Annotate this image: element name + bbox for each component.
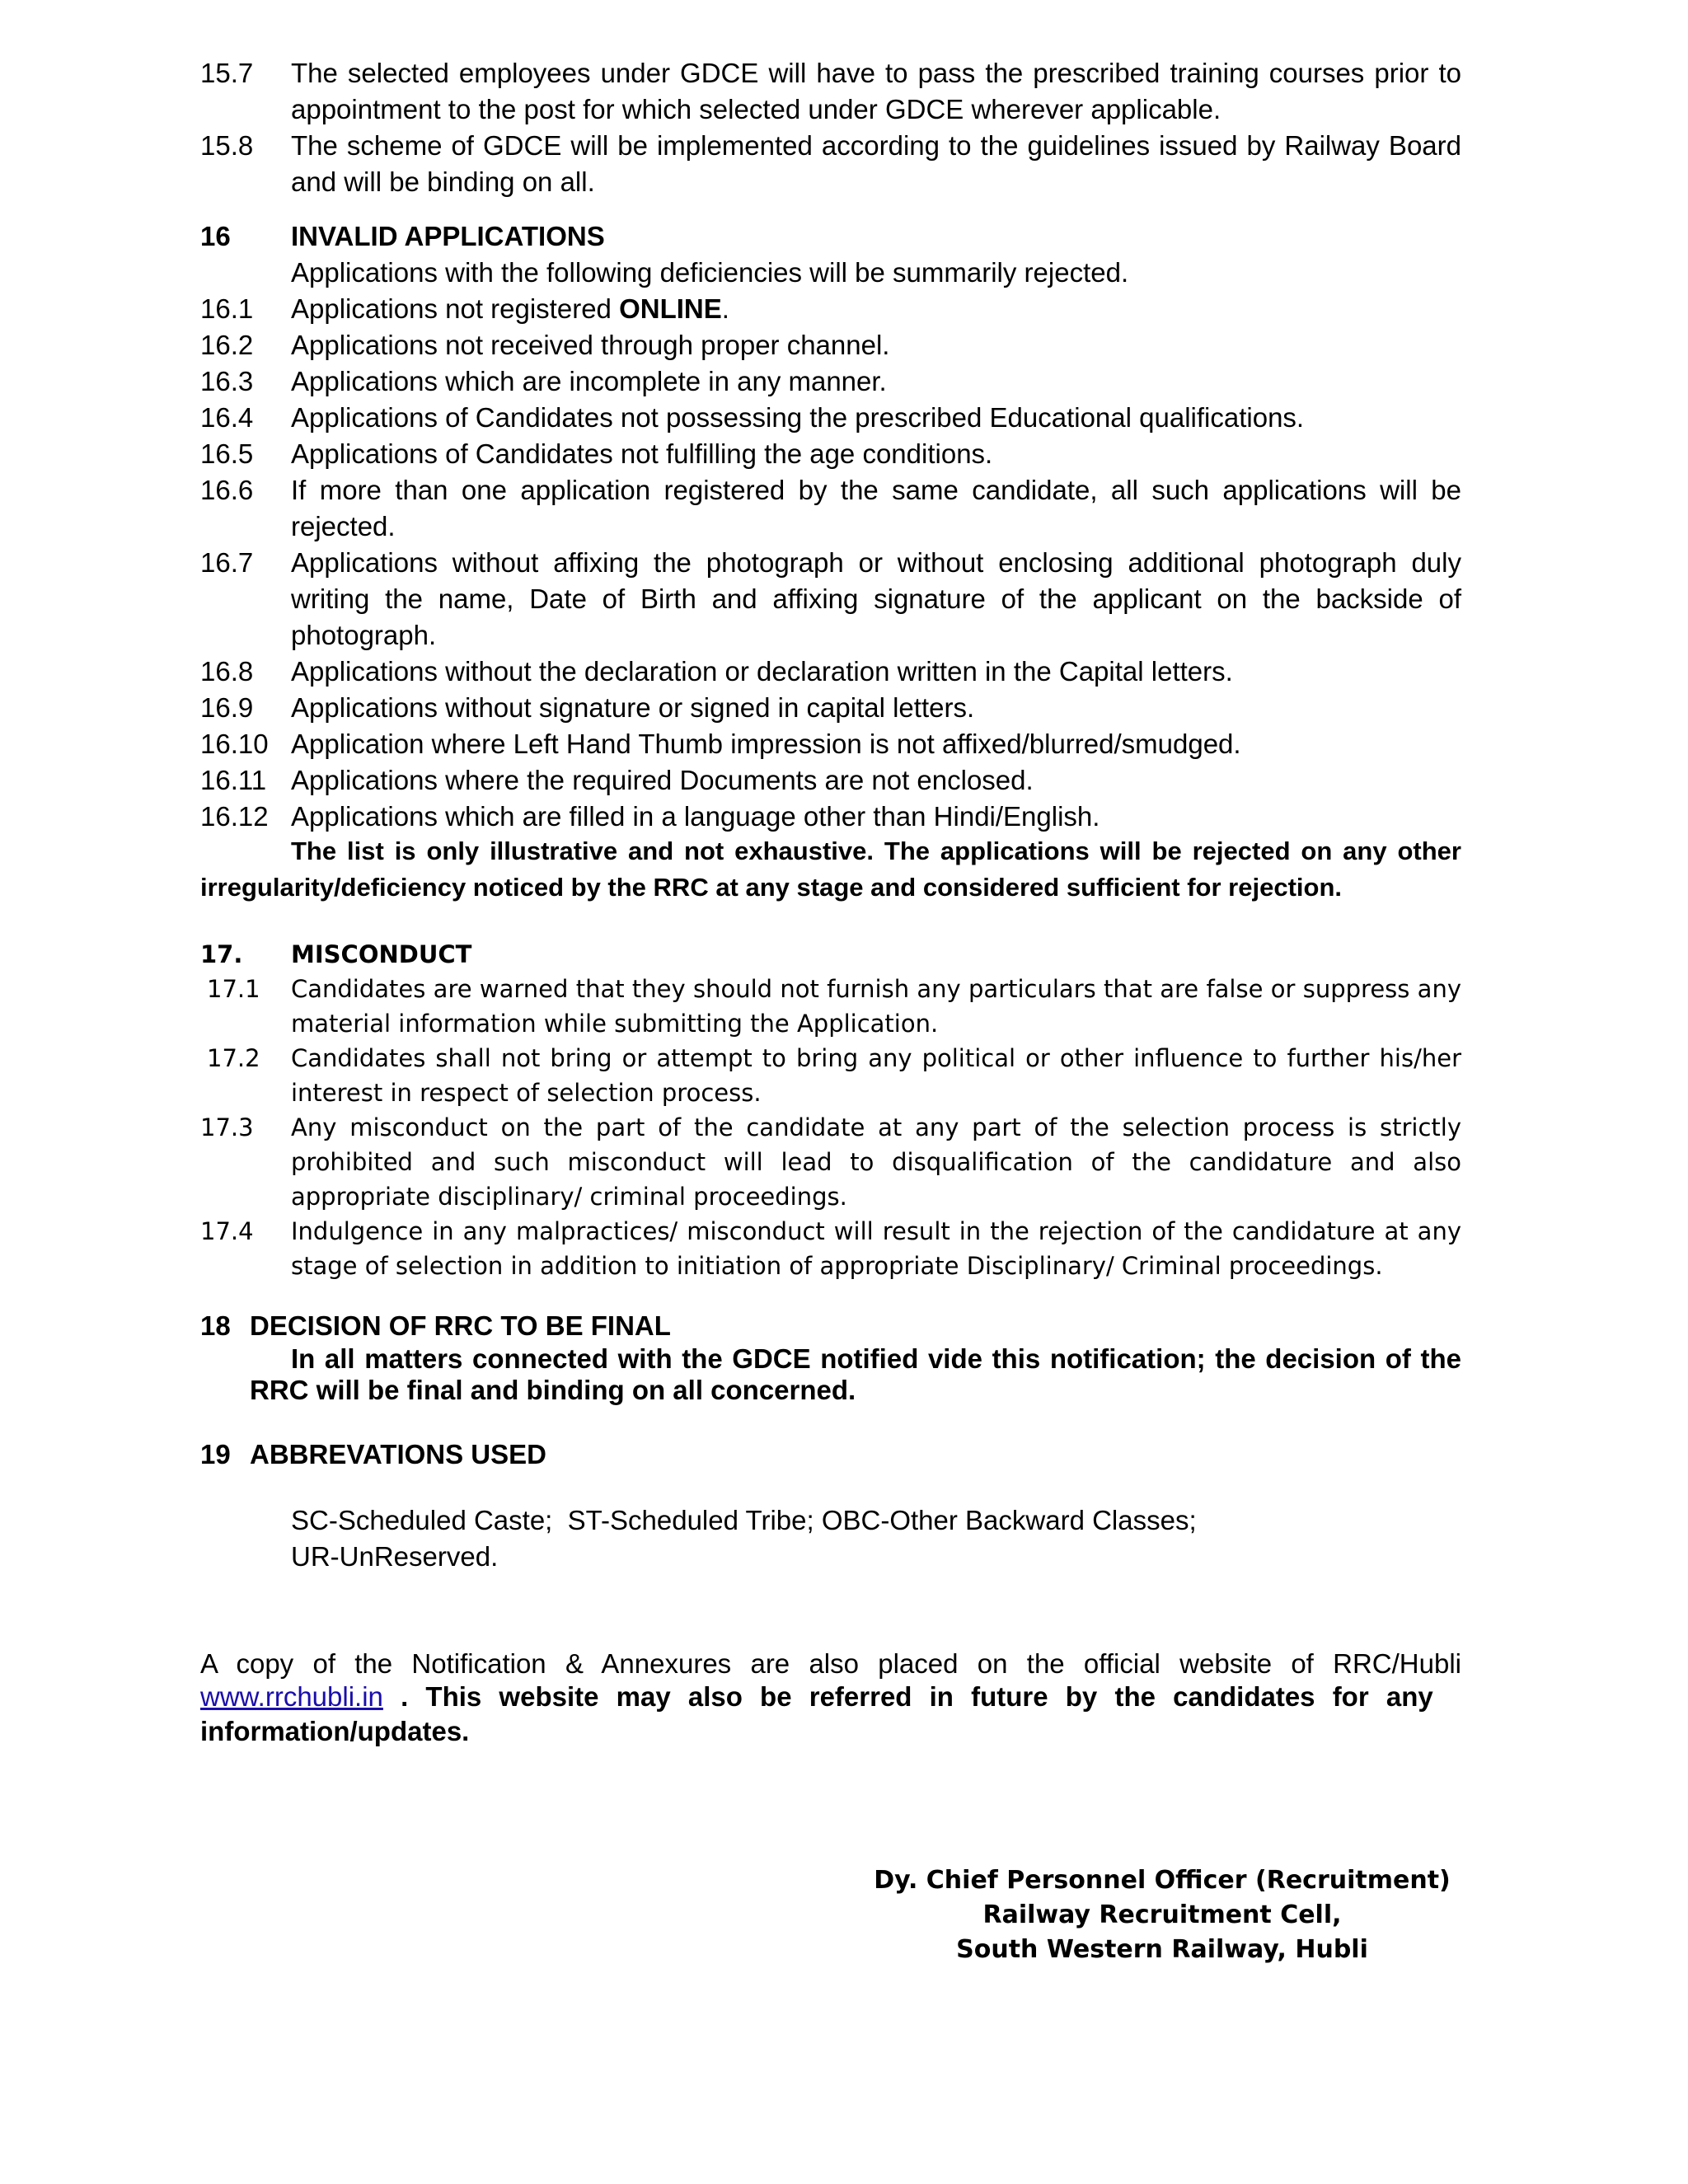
item-number: 16.6 xyxy=(200,475,254,505)
item-text-tail: . xyxy=(721,293,729,324)
section-16-number: 16 xyxy=(200,221,231,251)
item-text: Indulgence in any malpractices/ misconduct will result in the rejection of the candidature at any stage of selection in addition to initiation of appropriate Disciplinary/ Criminal proceedings. xyxy=(291,1217,1461,1280)
section-17-number: 17. xyxy=(200,940,243,968)
item-text: Applications which are filled in a language other than Hindi/English. xyxy=(291,801,1100,832)
section-16-intro: Applications with the following deficiencies will be summarily rejected. xyxy=(291,257,1129,288)
item-number: 17.3 xyxy=(200,1113,254,1141)
item-number: 16.12 xyxy=(200,801,269,832)
section-19-number: 19 xyxy=(200,1439,231,1469)
item-text-bold: ONLINE xyxy=(619,293,722,324)
item-text: Applications not received through proper channel. xyxy=(291,330,890,360)
signature-designation: Dy. Chief Personnel Officer (Recruitment) xyxy=(874,1866,1451,1895)
item-number: 16.3 xyxy=(200,366,254,396)
item-number: 16.4 xyxy=(200,402,254,433)
section-16-title: INVALID APPLICATIONS xyxy=(291,221,605,251)
section-18-number: 18 xyxy=(200,1310,231,1341)
item-text: Any misconduct on the part of the candidate at any part of the selection process is strictly prohibited and such misconduct will lead to disqualification of the candidature and also appropriate disciplinary/ criminal proceedings. xyxy=(291,1113,1461,1211)
item-text: If more than one application registered by the same candidate, all such applications will be rejected. xyxy=(291,475,1461,541)
item-text: The selected employees under GDCE will have to pass the prescribed training courses prior to appointment to the post for which selected under GDCE wherever applicable. xyxy=(291,58,1461,124)
item-text: Applications which are incomplete in any manner. xyxy=(291,366,887,396)
item-number: 16.1 xyxy=(200,293,254,324)
item-text-plain: Applications not registered xyxy=(291,293,620,324)
item-number: 16.5 xyxy=(200,438,254,469)
item-text: Applications of Candidates not fulfilling the age conditions. xyxy=(291,438,993,469)
section-19-title: ABBREVATIONS USED xyxy=(250,1439,546,1469)
item-number: 17.2 xyxy=(207,1044,260,1072)
item-number: 15.7 xyxy=(200,58,254,88)
item-text: Applications without signature or signed in capital letters. xyxy=(291,692,975,723)
section-18-line1: In all matters connected with the GDCE notified vide this notification; the decision of the xyxy=(291,1343,1461,1374)
item-number: 17.4 xyxy=(200,1217,254,1245)
item-number: 15.8 xyxy=(200,130,254,161)
footer-note-line1: A copy of the Notification & Annexures are also placed on the official website of RRC/Hubli xyxy=(200,1648,1461,1679)
item-text xyxy=(291,291,1461,327)
item-text: Candidates are warned that they should not furnish any particulars that are false or suppress any material information while submitting the Application. xyxy=(291,975,1461,1038)
item-number: 16.9 xyxy=(200,692,254,723)
item-number: 16.8 xyxy=(200,656,254,687)
section-18-line2: RRC will be final and binding on all concerned. xyxy=(250,1375,856,1405)
section-19-line1: SC-Scheduled Caste; ST-Scheduled Tribe; OBC-Other Backward Classes; xyxy=(291,1505,1197,1535)
section-16-note-line1: The list is only illustrative and not exhaustive. The applications will be rejected on any other xyxy=(291,837,1461,865)
footer-note-bold-text: . This website may also be referred in future by the candidates for any xyxy=(382,1681,1433,1712)
item-number: 16.11 xyxy=(200,765,267,795)
item-text: Applications without affixing the photograph or without enclosing additional photograph duly writing the name, Date of Birth and affixing signature of the applicant on the backside of photograph. xyxy=(291,547,1461,650)
website-link[interactable]: www.rrchubli.in xyxy=(200,1681,383,1712)
item-number: 16.10 xyxy=(200,729,269,759)
item-text: Candidates shall not bring or attempt to bring any political or other influence to further his/her interest in respect of selection process. xyxy=(291,1044,1461,1107)
item-text: Applications where the required Documents are not enclosed. xyxy=(291,765,1034,795)
footer-note-line2 xyxy=(200,1679,1461,1715)
item-text: Applications without the declaration or declaration written in the Capital letters. xyxy=(291,656,1233,687)
signature-office: Railway Recruitment Cell, xyxy=(982,1900,1342,1929)
footer-note-line3: information/updates. xyxy=(200,1716,470,1746)
item-text: The scheme of GDCE will be implemented according to the guidelines issued by Railway Board and will be binding on all. xyxy=(291,130,1461,197)
section-19-line2: UR-UnReserved. xyxy=(291,1541,499,1572)
item-number: 16.7 xyxy=(200,547,254,578)
section-17-title: MISCONDUCT xyxy=(291,940,472,968)
section-18-title: DECISION OF RRC TO BE FINAL xyxy=(250,1310,671,1341)
item-text: Application where Left Hand Thumb impression is not affixed/blurred/smudged. xyxy=(291,729,1241,759)
item-text: Applications of Candidates not possessing the prescribed Educational qualifications. xyxy=(291,402,1305,433)
signature-organization: South Western Railway, Hubli xyxy=(956,1935,1368,1964)
item-number: 17.1 xyxy=(207,975,260,1003)
section-16-note-line2: irregularity/deficiency noticed by the RRC at any stage and considered sufficient for rejection. xyxy=(200,873,1342,902)
item-number: 16.2 xyxy=(200,330,254,360)
